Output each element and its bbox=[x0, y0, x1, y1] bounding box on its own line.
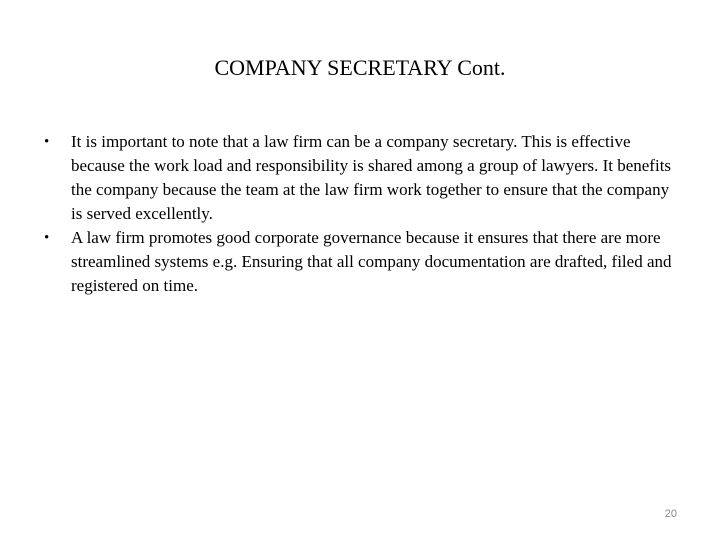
bullet-item bbox=[44, 130, 684, 226]
slide-title: COMPANY SECRETARY Cont. bbox=[214, 55, 506, 80]
bullet-list bbox=[44, 130, 684, 298]
bullet-text: It is important to note that a law firm can be a company secretary. This is effective because the work load and responsibility is shared among a group of lawyers. It benefits the company because the team at the law firm work together to ensure that the company is served excellently. bbox=[71, 132, 672, 223]
bullet-item bbox=[44, 226, 684, 298]
page-number: 20 bbox=[664, 508, 677, 520]
bullet-text: A law firm promotes good corporate governance because it ensures that there are more streamlined systems e.g. Ensuring that all company documentation are drafted, filed and registered on time. bbox=[71, 228, 672, 295]
bullet-marker: • bbox=[44, 134, 50, 150]
bullet-marker: • bbox=[44, 230, 50, 246]
